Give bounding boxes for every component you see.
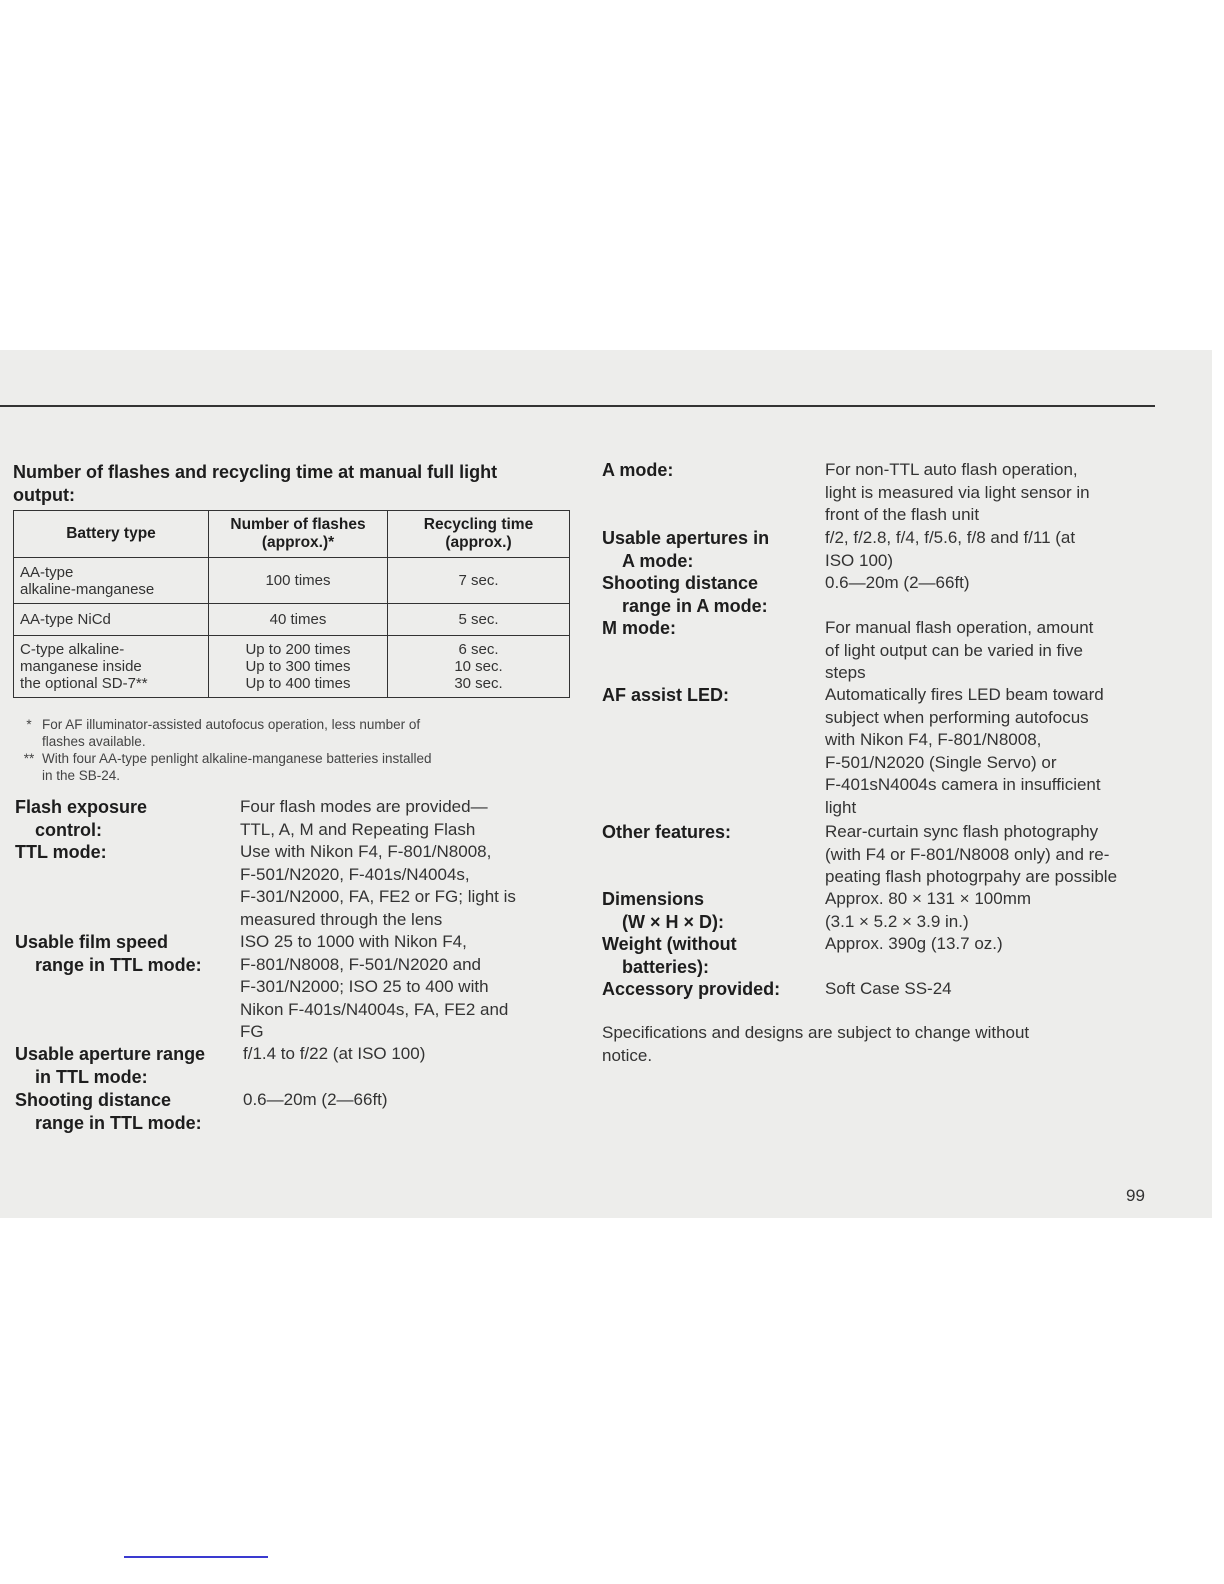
footnote bbox=[16, 716, 576, 733]
table-row bbox=[14, 604, 570, 636]
spec-value: For non-TTL auto flash operation, light is measured via light sensor in front of the flash unit bbox=[825, 460, 1090, 524]
table-cell: 40 times bbox=[209, 604, 388, 636]
table-cell: 6 sec. 10 sec. 30 sec. bbox=[388, 636, 570, 698]
spec-label-line: Usable aperture range bbox=[15, 1044, 206, 1064]
spec-label-line: (W × H × D): bbox=[622, 912, 724, 932]
spec-label-line: Weight (without bbox=[602, 934, 737, 954]
spec-label-line: AF assist LED: bbox=[602, 685, 730, 705]
flash-table bbox=[13, 510, 570, 698]
table-cell: 5 sec. bbox=[388, 604, 570, 636]
spec-label-line: Shooting distance bbox=[602, 573, 759, 593]
table-cell: Up to 200 times Up to 300 times Up to 400 times bbox=[209, 636, 388, 698]
spec-value: f/1.4 to f/22 (at ISO 100) bbox=[243, 1044, 426, 1063]
spec-value: For manual flash operation, amount of light output can be varied in five steps bbox=[825, 618, 1094, 682]
spec-label bbox=[15, 841, 107, 864]
table-cell: AA-type NiCd bbox=[14, 604, 209, 636]
spec-value: 0.6—20m (2—66ft) bbox=[825, 573, 970, 592]
table-header: Battery type bbox=[14, 511, 209, 558]
spec-label-line: Dimensions bbox=[602, 889, 705, 909]
spec-value: Four flash modes are provided— TTL, A, M and Repeating Flash bbox=[240, 797, 488, 839]
spec-label bbox=[15, 796, 147, 842]
footnote-text: in the SB-24. bbox=[42, 768, 121, 783]
spec-label-line: Usable apertures in bbox=[602, 528, 770, 548]
spec-value: Use with Nikon F4, F-801/N8008, F-501/N2020, F-401s/N4004s, F-301/N2000, FA, FE2 or FG; light is measured through the lens bbox=[240, 842, 516, 929]
notice-text: Specifications and designs are subject to change without notice. bbox=[602, 1023, 1030, 1065]
flash-table-heading: Number of flashes and recycling time at manual full light output: bbox=[13, 462, 498, 505]
spec-label-line: Other features: bbox=[602, 822, 732, 842]
spec-label bbox=[602, 933, 737, 979]
spec-label bbox=[602, 888, 724, 934]
table-row bbox=[14, 558, 570, 604]
spec-value: f/2, f/2.8, f/4, f/5.6, f/8 and f/11 (at ISO 100) bbox=[825, 528, 1076, 570]
footnote-mark: ** bbox=[23, 751, 35, 766]
table-cell: 7 sec. bbox=[388, 558, 570, 604]
table-cell: C-type alkaline- manganese inside the optional SD-7** bbox=[14, 636, 209, 698]
spec-label-line: range in TTL mode: bbox=[35, 955, 202, 975]
footnote-mark: * bbox=[26, 717, 32, 732]
spec-label bbox=[15, 931, 202, 977]
spec-label-line: in TTL mode: bbox=[35, 1067, 148, 1087]
table-cell: 100 times bbox=[209, 558, 388, 604]
table-row bbox=[14, 636, 570, 698]
spec-label bbox=[602, 978, 780, 1001]
spec-label-line: range in TTL mode: bbox=[35, 1113, 202, 1133]
spec-label bbox=[602, 459, 673, 482]
table-header: Recycling time (approx.) bbox=[388, 511, 570, 558]
spec-value: ISO 25 to 1000 with Nikon F4, F-801/N8008, F-501/N2020 and F-301/N2000; ISO 25 to 400 with Nikon F-401s/N4004s, FA, FE2 and FG bbox=[240, 932, 509, 1041]
spec-value: Rear-curtain sync flash photography (with F4 or F-801/N8008 only) and re- peating flash photogrpahy are possible bbox=[825, 822, 1118, 886]
footnote bbox=[16, 750, 576, 767]
footnote-text: With four AA-type penlight alkaline-manganese batteries installed bbox=[42, 751, 432, 766]
spec-label-line: A mode: bbox=[622, 551, 694, 571]
spec-label bbox=[15, 1089, 202, 1135]
spec-label-line: control: bbox=[35, 820, 102, 840]
footnotes bbox=[16, 716, 576, 784]
spec-label bbox=[602, 572, 768, 618]
spec-label bbox=[15, 1043, 205, 1089]
spec-value: Approx. 390g (13.7 oz.) bbox=[825, 934, 1003, 953]
spec-value: Automatically fires LED beam toward subject when performing autofocus with Nikon F4, F-801/N8008, F-501/N2020 (Single Servo) or F-401sN4004s camera in insufficient light bbox=[825, 685, 1104, 817]
spec-label bbox=[602, 821, 731, 844]
spec-label-line: Usable film speed bbox=[15, 932, 169, 952]
spec-label bbox=[602, 684, 729, 707]
spec-label-line: Shooting distance bbox=[15, 1090, 172, 1110]
spec-label bbox=[602, 527, 769, 573]
table-cell: AA-type alkaline-manganese bbox=[14, 558, 209, 604]
footnote-text: flashes available. bbox=[42, 734, 146, 749]
spec-label-line: A mode: bbox=[602, 460, 674, 480]
spec-value: 0.6—20m (2—66ft) bbox=[243, 1090, 388, 1109]
spec-label-line: batteries): bbox=[622, 957, 710, 977]
spec-label bbox=[602, 617, 676, 640]
spec-value: Approx. 80 × 131 × 100mm (3.1 × 5.2 × 3.9 in.) bbox=[825, 889, 1032, 931]
footer-link-underline[interactable] bbox=[124, 1556, 268, 1558]
footnote-text: For AF illuminator-assisted autofocus operation, less number of bbox=[42, 717, 421, 732]
table-header: Number of flashes (approx.)* bbox=[209, 511, 388, 558]
table-header-row bbox=[14, 511, 570, 558]
spec-label-line: Flash exposure bbox=[15, 797, 148, 817]
page-number: 99 bbox=[1126, 1186, 1145, 1205]
spec-label-line: M mode: bbox=[602, 618, 676, 638]
top-rule bbox=[0, 405, 1155, 407]
spec-value: Soft Case SS-24 bbox=[825, 979, 952, 998]
spec-label-line: Accessory provided: bbox=[602, 979, 781, 999]
spec-label-line: TTL mode: bbox=[15, 842, 107, 862]
spec-label-line: range in A mode: bbox=[622, 596, 768, 616]
